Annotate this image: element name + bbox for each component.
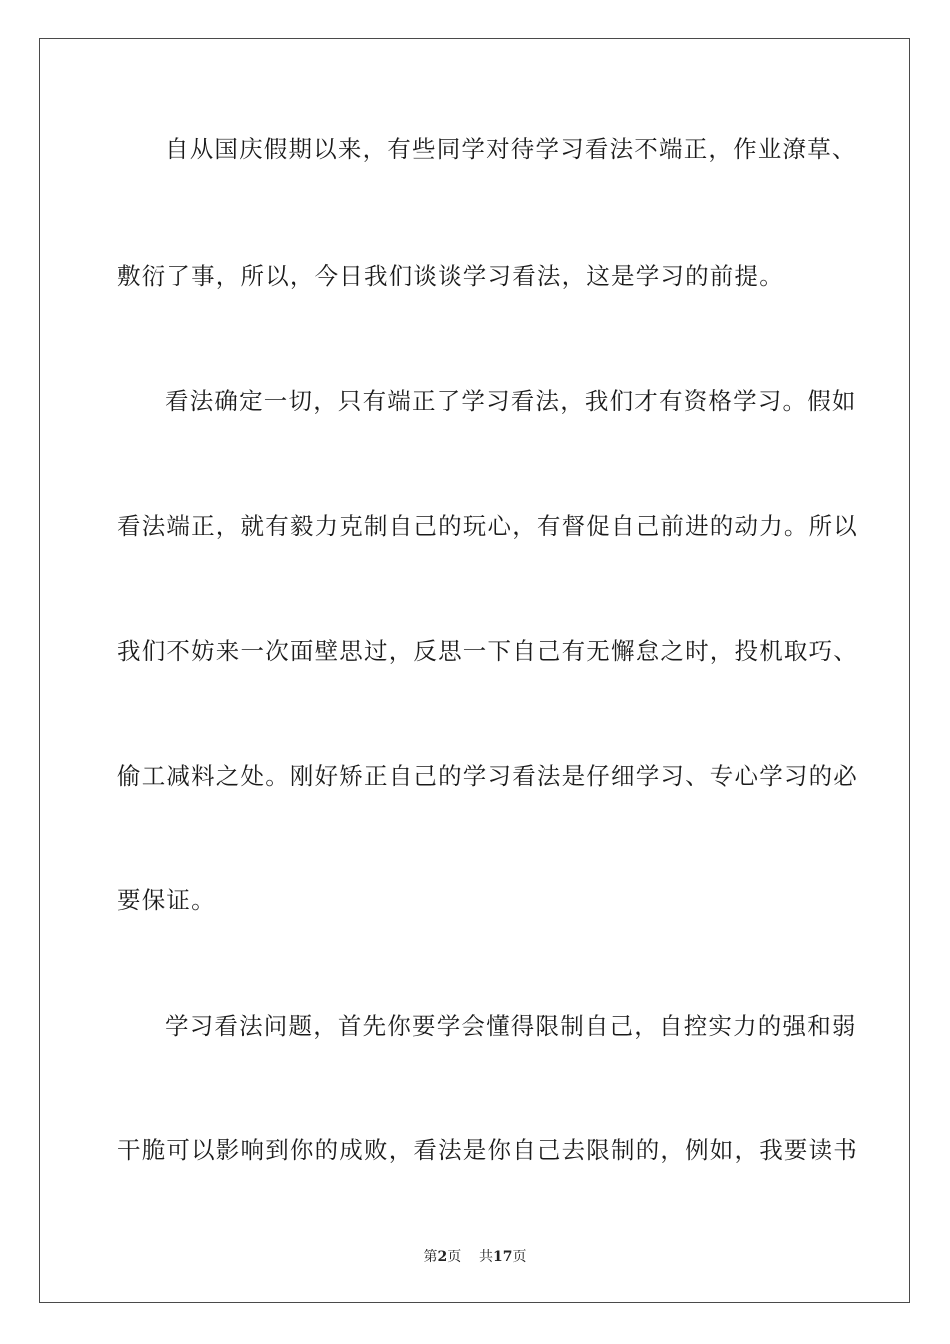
footer-total-suffix: 页: [512, 1249, 527, 1265]
paragraph-2-line-5: 要保证。: [117, 886, 216, 914]
page-border: [39, 38, 910, 1303]
footer-total-pages: 17: [493, 1249, 513, 1265]
paragraph-3-line-1: 学习看法问题，首先你要学会懂得限制自己，自控实力的强和弱: [165, 1012, 857, 1040]
paragraph-2-line-4: 偷工减料之处。刚好矫正自己的学习看法是仔细学习、专心学习的必: [117, 762, 858, 790]
footer-page-prefix: 第: [423, 1249, 438, 1265]
footer-page-number: 2: [437, 1249, 448, 1265]
paragraph-2-line-1: 看法确定一切，只有端正了学习看法，我们才有资格学习。假如: [165, 387, 857, 415]
paragraph-1-line-2: 敷衍了事，所以，今日我们谈谈学习看法，这是学习的前提。: [117, 262, 784, 290]
paragraph-3-line-2: 干脆可以影响到你的成败，看法是你自己去限制的，例如，我要读书: [117, 1136, 858, 1164]
paragraph-1-line-1: 自从国庆假期以来，有些同学对待学习看法不端正，作业潦草、: [165, 135, 857, 163]
footer-page-suffix: 页: [447, 1249, 462, 1265]
paragraph-2-line-3: 我们不妨来一次面壁思过，反思一下自己有无懈怠之时，投机取巧、: [117, 637, 858, 665]
paragraph-2-line-2: 看法端正，就有毅力克制自己的玩心，有督促自己前进的动力。所以: [117, 512, 858, 540]
footer-total-prefix: 共: [479, 1249, 494, 1265]
page-footer: [0, 1248, 950, 1266]
